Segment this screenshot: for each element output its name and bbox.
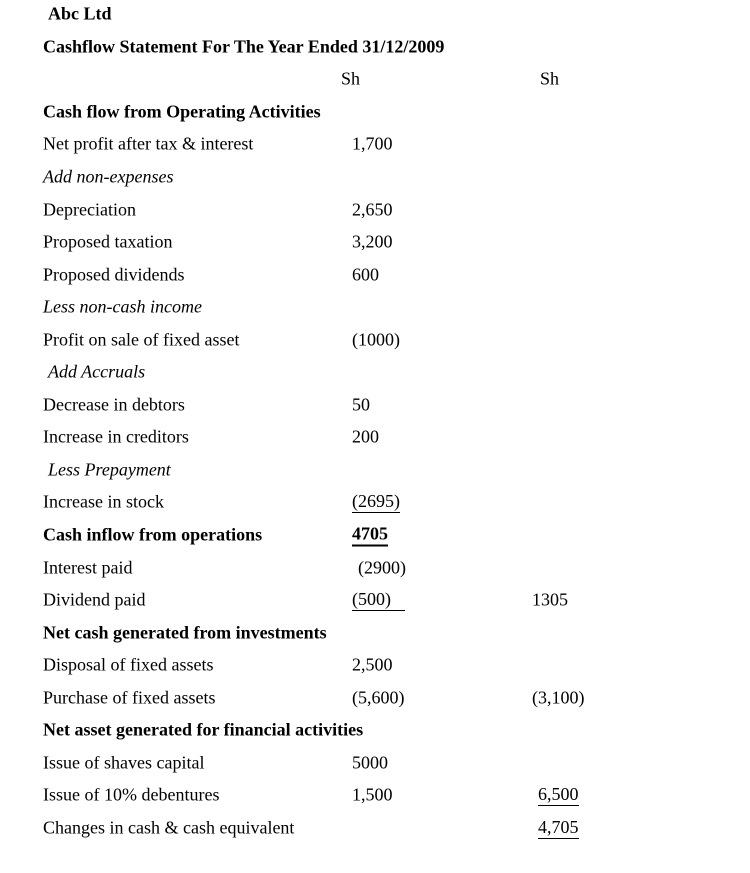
- row-label: Proposed taxation: [43, 231, 173, 252]
- statement-row: [0, 193, 750, 226]
- statement-row: [0, 454, 750, 487]
- row-label: Interest paid: [43, 557, 133, 578]
- row-label: Decrease in debtors: [43, 394, 185, 415]
- statement-row: [0, 747, 750, 780]
- row-value-col1: 2,500: [352, 654, 393, 675]
- row-value-col2: 4,705: [538, 816, 579, 837]
- row-value-col1: 5000: [352, 752, 388, 773]
- company-row: [0, 0, 750, 31]
- row-label: Disposal of fixed assets: [43, 654, 214, 675]
- row-value-col1: 3,200: [352, 231, 393, 252]
- statement-row: [0, 291, 750, 324]
- row-value-col1: (1000): [352, 329, 400, 350]
- row-value-col1: 4705: [352, 524, 388, 547]
- column-header-sh-2: Sh: [540, 68, 560, 89]
- company-name: Abc Ltd: [48, 3, 112, 24]
- row-label: Purchase of fixed assets: [43, 687, 216, 708]
- statement-row: [0, 714, 750, 747]
- statement-row: [0, 812, 750, 845]
- row-label: Increase in creditors: [43, 426, 189, 447]
- row-value-col1: 1,500: [352, 784, 393, 805]
- row-label: Profit on sale of fixed asset: [43, 329, 240, 350]
- row-label: Increase in stock: [43, 491, 164, 512]
- statement-row: [0, 486, 750, 519]
- row-value-col1: 50: [352, 394, 370, 415]
- column-header-row: [0, 63, 750, 96]
- statement-row: [0, 681, 750, 714]
- statement-row: [0, 323, 750, 356]
- statement-row: [0, 649, 750, 682]
- statement-row: [0, 356, 750, 389]
- row-value-col2: 1305: [532, 589, 568, 610]
- row-value-col2: 6,500: [538, 784, 579, 805]
- row-value-col1: (500): [352, 589, 405, 611]
- statement-row: [0, 226, 750, 259]
- statement-row: [0, 96, 750, 129]
- row-label: Add Accruals: [48, 361, 146, 382]
- statement-row: [0, 551, 750, 584]
- statement-rows: [0, 96, 750, 845]
- row-value-col1: 1,700: [352, 133, 393, 154]
- row-label: Cash inflow from operations: [43, 524, 263, 545]
- row-value-col1: 600: [352, 264, 379, 285]
- statement-row: [0, 779, 750, 812]
- statement-title: Cashflow Statement For The Year Ended 31/12/2009: [43, 36, 445, 57]
- statement-row: [0, 616, 750, 649]
- row-label: Net profit after tax & interest: [43, 133, 254, 154]
- statement-row: [0, 519, 750, 552]
- row-value-col1: 200: [352, 426, 379, 447]
- row-value-col2: (3,100): [532, 687, 585, 708]
- column-header-sh-1: Sh: [341, 68, 361, 89]
- row-value-col1: (2695): [352, 491, 400, 512]
- row-label: Add non-expenses: [43, 166, 174, 187]
- row-value-col1: (5,600): [352, 687, 405, 708]
- row-label: Depreciation: [43, 199, 136, 220]
- row-label: Issue of 10% debentures: [43, 784, 220, 805]
- row-label: Dividend paid: [43, 589, 146, 610]
- row-label: Issue of shaves capital: [43, 752, 205, 773]
- statement-row: [0, 389, 750, 422]
- row-value-col1: 2,650: [352, 199, 393, 220]
- title-row: [0, 31, 750, 64]
- row-value-col1: (2900): [358, 557, 406, 578]
- statement-row: [0, 258, 750, 291]
- statement-row: [0, 584, 750, 617]
- row-label: Changes in cash & cash equivalent: [43, 817, 295, 838]
- row-label: Less non-cash income: [43, 296, 202, 317]
- statement-row: [0, 161, 750, 194]
- row-label: Cash flow from Operating Activities: [43, 101, 321, 122]
- row-label: Less Prepayment: [48, 459, 171, 480]
- row-label: Net asset generated for financial activities: [43, 719, 364, 740]
- statement-row: [0, 128, 750, 161]
- statement-row: [0, 421, 750, 454]
- row-label: Net cash generated from investments: [43, 622, 327, 643]
- row-label: Proposed dividends: [43, 264, 185, 285]
